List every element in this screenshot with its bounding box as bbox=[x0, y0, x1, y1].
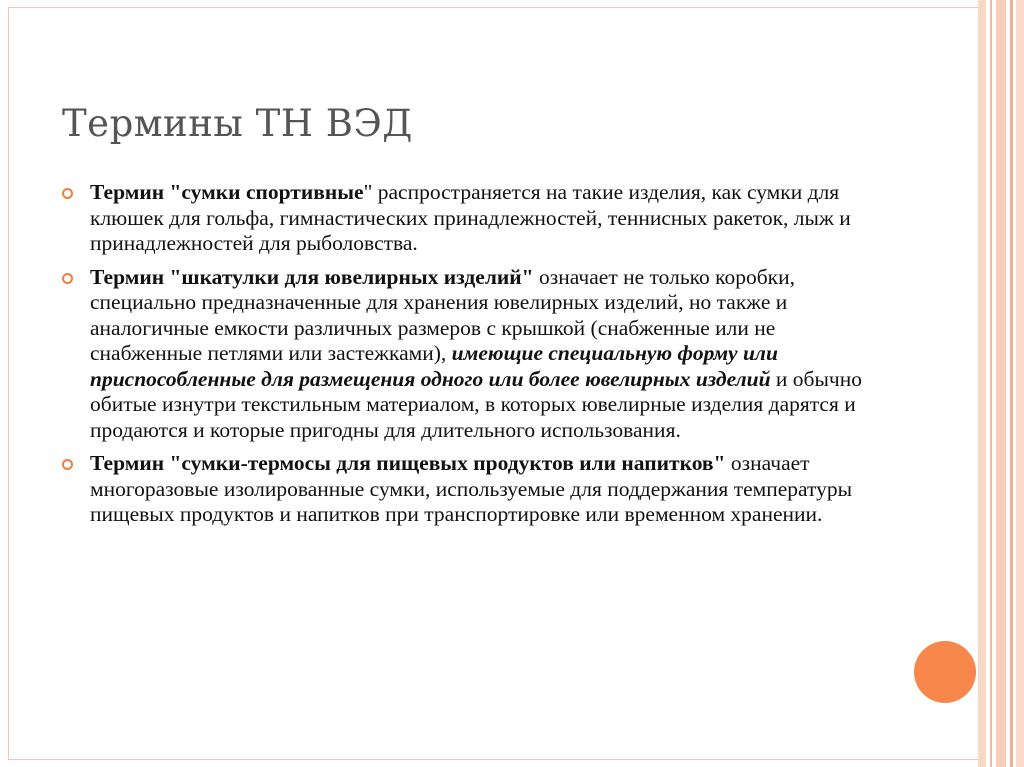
frame-left-line bbox=[8, 7, 9, 760]
decorative-stripe bbox=[1016, 0, 1024, 767]
frame-top-line bbox=[8, 7, 978, 8]
term-lead: Термин "сумки спортивные bbox=[90, 180, 364, 204]
bullet-icon bbox=[62, 273, 73, 284]
decorative-stripe bbox=[990, 0, 992, 767]
bullet-item bbox=[62, 451, 882, 528]
frame-bottom-line bbox=[8, 759, 978, 760]
term-emphasis: имеющие специальную форму или приспособленные для размещения одного или более ювелирных изделий bbox=[90, 341, 778, 391]
term-text: означает многоразовые изолированные сумки, используемые для поддержания температуры пищевых продуктов и напитков при транспортировке или временном хранении. bbox=[90, 451, 853, 526]
term-lead: Термин "шкатулки для ювелирных изделий" bbox=[90, 264, 534, 289]
term-text: и обычно обитые изнутри текстильным материалом, в которых ювелирные изделия дарятся и продаются и которые пригодны для длительного использования. bbox=[90, 366, 862, 442]
bullet-icon bbox=[62, 188, 73, 199]
slide-title: Термины ТН ВЭД bbox=[62, 102, 413, 145]
decorative-circle bbox=[914, 641, 976, 703]
decorative-stripe bbox=[996, 0, 1006, 767]
bullet-item bbox=[62, 180, 882, 257]
bullet-icon bbox=[62, 459, 73, 470]
bullet-list bbox=[62, 180, 882, 536]
term-lead: Термин "сумки-термосы для пищевых продуктов или напитков" bbox=[90, 451, 726, 475]
term-text: " распространяется на такие изделия, как сумки для клюшек для гольфа, гимнастических принадлежностей, теннисных ракеток, лыж и принадлежностей для рыболовства. bbox=[90, 180, 851, 255]
decorative-stripe bbox=[978, 0, 986, 767]
bullet-item bbox=[62, 265, 882, 444]
term-text: означает не только коробки, специально предназначенные для хранения ювелирных изделий, но также и аналогичные емкости различных размеров с крышкой (снабженные или не снабженные петлями или застежками), bbox=[90, 264, 795, 365]
decorative-stripe bbox=[1010, 0, 1013, 767]
